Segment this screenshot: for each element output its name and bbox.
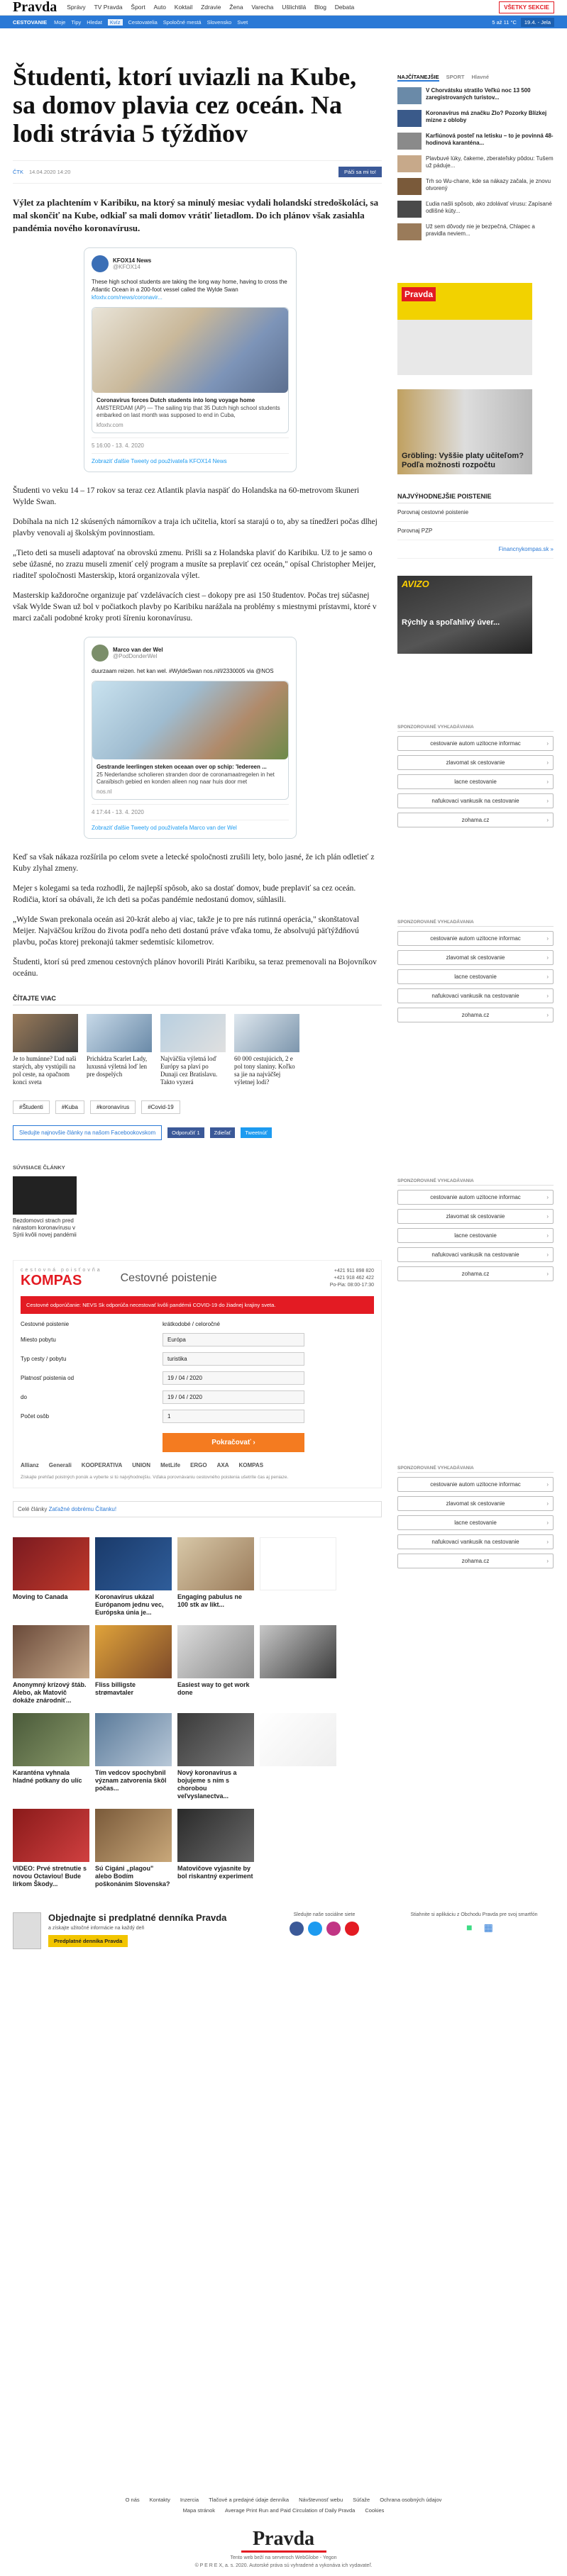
embedded-tweet[interactable] bbox=[84, 247, 297, 472]
promo-card[interactable] bbox=[95, 1713, 172, 1800]
sponsored-label: SPONZOROVANÉ VYHĽADÁVANIA bbox=[397, 1466, 554, 1473]
card-desc: AMSTERDAM (AP) — The sailing trip that 35 Dutch high school students embarked on last month was supposed to end in Cuba, bbox=[97, 405, 280, 418]
promo-card[interactable] bbox=[13, 1625, 89, 1705]
subnav-item[interactable]: Tipy bbox=[71, 18, 82, 26]
news-title[interactable]: Už sem dôvody nie je bezpečná, Chlapec a pravidla neviem... bbox=[426, 223, 535, 237]
nav-item[interactable]: Blog bbox=[314, 4, 326, 11]
persons-select[interactable]: 1 bbox=[163, 1410, 304, 1423]
date-text: 19.4. - Jela bbox=[521, 18, 554, 27]
sidebar-news[interactable] bbox=[397, 110, 554, 127]
phone-1[interactable]: +421 911 898 820 bbox=[334, 1269, 374, 1273]
sponsored-link[interactable]: zlavomat sk cestovanie › bbox=[397, 1496, 554, 1511]
thumbnail bbox=[397, 223, 422, 240]
paragraph: Mejer s kolegami sa teda rozhodli, že najlepší spôsob, ako sa dostať domov, bude preplaviť sa cez oceán. Rodičia, ktorí sa obávali, že ich deti sa počas pandémie nedostanú domov, súhlasili. bbox=[13, 884, 356, 904]
field-label: Miesto pobytu bbox=[21, 1337, 56, 1343]
twitter-icon[interactable] bbox=[308, 1922, 322, 1936]
sponsored-link[interactable]: cestovanie autom uzitocne informac › bbox=[397, 931, 554, 946]
form-row bbox=[21, 1333, 374, 1346]
insurance-form bbox=[21, 1321, 374, 1452]
sponsored-label: SPONZOROVANÉ VYHĽADÁVANIA bbox=[397, 725, 554, 732]
thumbnail bbox=[13, 1176, 77, 1215]
tweet-more-link[interactable]: Zobraziť ďalšie Tweety od používateľa Marco van der Wel bbox=[92, 820, 289, 831]
kompas-insurance-widget bbox=[13, 1260, 382, 1488]
pravda-promo-banner[interactable] bbox=[397, 283, 532, 375]
sponsored-link[interactable]: zlavomat sk cestovanie › bbox=[397, 1209, 554, 1224]
promo-card[interactable] bbox=[177, 1537, 254, 1617]
top-right bbox=[499, 1, 554, 13]
footer-copy: Tento web beží na serveroch WebGlobe - Yegon bbox=[230, 2555, 337, 2560]
read-also-text[interactable]: Najväčšia výletná loď Európy sa plaví po Dunaji cez Bratislavu. Takto vyzerá bbox=[160, 1055, 218, 1086]
promo-card[interactable] bbox=[13, 1713, 89, 1800]
instagram-icon[interactable] bbox=[326, 1922, 341, 1936]
article-perex: Výlet za plachtením v Karibiku, na ktorý sa minulý mesiac vydali holandskí stredoškoláci, sa mal skončiť na Kube, odkiaľ sa mali domov vrátiť lietadlom. Do ich plánov však zasiahla pandémia nového koronavírusu. bbox=[13, 197, 379, 233]
subscribe-box bbox=[13, 1912, 538, 1949]
paragraph: Dobíhala na nich 12 skúsených námorníkov a traja ich učitelia, ktorí sa starajú o to, aby sa tínedžeri počas dlhej plavby venovali aj školským povinnostiam. bbox=[13, 518, 378, 537]
tweet-foot: 5 16:00 - 13. 4. 2020 bbox=[92, 437, 289, 449]
windows-icon[interactable]: ▦ bbox=[483, 1922, 493, 1933]
sponsored-link[interactable]: lacne cestovanie › bbox=[397, 1228, 554, 1243]
footer-link[interactable]: Inzercia bbox=[180, 2497, 199, 2503]
footer-link[interactable]: Kontakty bbox=[149, 2497, 170, 2503]
nav-item[interactable]: Žena bbox=[229, 4, 243, 11]
form-row bbox=[21, 1321, 374, 1327]
paragraph: Keď sa však nákaza rozšírila po celom svete a letecké spoločnosti zrušili lety, bolo jasné, že ich plán odletieť z Kuby zlyhal zmeny. bbox=[13, 853, 375, 873]
read-also-card[interactable] bbox=[13, 1014, 78, 1086]
subscribe-sub: a získajte užitočné informácie na každý deň bbox=[48, 1926, 145, 1931]
tweet-card[interactable] bbox=[92, 681, 289, 800]
form-row bbox=[21, 1352, 374, 1366]
sailing-photo bbox=[92, 308, 288, 393]
subnav-item[interactable]: Slovensko bbox=[207, 18, 232, 26]
avizo-caption: Rýchly a spoľahlivý úver... bbox=[402, 618, 500, 627]
promo-title[interactable]: Nový koronavírus a bojujeme s ním s chorobou veľvyslanectva... bbox=[177, 1769, 237, 1800]
promo-title[interactable]: Matovičove vyjasnite by bol riskantný experiment bbox=[177, 1865, 253, 1880]
tweet-text: duurzaam reizen. het kan wel. #WyldeSwan nos.nl/l/2330005 via @NOS bbox=[92, 668, 274, 674]
insurance-type-radio[interactable]: krátkodobé / celoročné bbox=[163, 1321, 220, 1327]
thumbnail bbox=[13, 1625, 89, 1678]
sidebar-news[interactable] bbox=[397, 201, 554, 218]
sidebar-news[interactable] bbox=[397, 155, 554, 172]
date-to-input[interactable]: 19 / 04 / 2020 bbox=[163, 1390, 304, 1404]
promo-card[interactable] bbox=[260, 1625, 336, 1705]
related-text[interactable]: Bezdomovci strach pred nárastom koronavírusu v Sýrii kvôli novej pandémii bbox=[13, 1217, 77, 1238]
news-title[interactable]: Trh so Wu-chane, kde sa nákazy začala, je znovu otvorený bbox=[426, 178, 551, 191]
youtube-icon[interactable] bbox=[345, 1922, 359, 1936]
sponsored-search bbox=[397, 1466, 554, 1568]
newspaper-thumbnail bbox=[13, 1912, 41, 1949]
sponsored-link[interactable]: zlavomat sk cestovanie › bbox=[397, 755, 554, 770]
main-nav bbox=[67, 4, 360, 11]
sponsored-link[interactable]: lacne cestovanie › bbox=[397, 774, 554, 789]
insurer-logos bbox=[21, 1462, 374, 1468]
share-row bbox=[13, 1125, 382, 1140]
thumbnail bbox=[234, 1014, 299, 1052]
tweet-text bbox=[92, 278, 289, 301]
read-also-card[interactable] bbox=[234, 1014, 299, 1086]
promo-card[interactable] bbox=[95, 1537, 172, 1617]
kompas-tagline: cestovná poisťovňa bbox=[21, 1268, 102, 1273]
field-label: Platnosť poistenia od bbox=[21, 1375, 75, 1381]
read-also-card[interactable] bbox=[87, 1014, 152, 1086]
site-logo[interactable]: Pravda bbox=[13, 0, 57, 15]
phone-2[interactable]: +421 918 462 422 bbox=[334, 1276, 374, 1281]
footer-logo[interactable]: Pravda bbox=[252, 2528, 315, 2550]
kompas-title: Cestovné poistenie bbox=[120, 1272, 217, 1284]
tweet-foot: 4 17:44 - 13. 4. 2020 bbox=[92, 804, 289, 815]
subnav-item[interactable]: Svet bbox=[237, 18, 248, 26]
thumbnail bbox=[87, 1014, 152, 1052]
kompas-logo bbox=[21, 1268, 217, 1289]
more-link[interactable]: Zaťažné dobrému Čítanku! bbox=[48, 1506, 117, 1512]
footer-link[interactable]: Average Print Run and Paid Circulation of Daily Pravda bbox=[225, 2507, 356, 2514]
promo-title[interactable]: Moving to Canada bbox=[13, 1593, 68, 1600]
tag[interactable]: #Kuba bbox=[55, 1100, 84, 1114]
thumbnail bbox=[95, 1537, 172, 1590]
sponsored-label: SPONZOROVANÉ VYHĽADÁVANIA bbox=[397, 920, 554, 927]
thumbnail bbox=[397, 110, 422, 127]
paragraph: „Tieto deti sa museli adaptovať na obrovskú zmenu. Prišli sa z Holandska plaviť do Karibiku. Už to je samo o sebe úžasné, no zrazu museli zmeniť celý program a musíte sa preplaviť cez oceán," opísal Christopher Meijer, riaditeľ spoločnosti Masterskip, ktorá organizovala výlet. bbox=[13, 549, 376, 580]
sidebar-tabs bbox=[397, 74, 554, 82]
footer-link[interactable]: Súťaže bbox=[353, 2497, 370, 2503]
fb-like-button[interactable]: Páči sa mi to! bbox=[338, 167, 382, 177]
avatar bbox=[92, 645, 109, 662]
all-sections-button[interactable]: VŠETKY SEKCIE bbox=[499, 1, 554, 13]
tweet-body: These high school students are taking the long way home, having to cross the Atlantic Ocean in a 200-foot vessel called the Wylde Swan bbox=[92, 279, 287, 293]
hours: Po-Pia: 08:00-17:30 bbox=[329, 1283, 374, 1288]
promo-card[interactable] bbox=[13, 1537, 89, 1617]
footer-copy2: © P E R E X, a. s. 2020. Autorské práva sú vyhradené a vykonáva ich vydavateľ. bbox=[194, 2563, 373, 2568]
read-also-card[interactable] bbox=[160, 1014, 226, 1086]
subnav-item[interactable]: Hledat bbox=[87, 18, 102, 26]
thumbnail bbox=[397, 87, 422, 104]
insurance-links bbox=[397, 503, 554, 559]
footer-link[interactable]: O nás bbox=[125, 2497, 140, 2503]
financnykompas-link[interactable]: Financnykompas.sk » bbox=[397, 540, 554, 559]
sponsored-search bbox=[397, 1178, 554, 1281]
tweet-author[interactable]: KFOX14 News bbox=[113, 257, 152, 264]
embedded-tweet[interactable] bbox=[84, 637, 297, 839]
paragraph: „Wylde Swan prekonala oceán asi 20-krát alebo aj viac, takže je to pre nás rutinná operácia," skonštatoval Meijer. Najväčšou krížou do života podľa neho deti dostanú práve vďaka tomu, že absolvujú päťtýždňovú plavbu, počas ktorej prekonajú takmer sedemtisíc kilometrov. bbox=[13, 915, 360, 947]
nav-item[interactable]: Správy bbox=[67, 4, 86, 11]
promo-card[interactable] bbox=[13, 1809, 89, 1888]
news-title[interactable]: Ľudia našli spôsob, ako zdolávať virusu: Zapísané odlišné kúty... bbox=[426, 201, 552, 214]
tweet-card[interactable] bbox=[92, 307, 289, 433]
sponsored-link[interactable]: nafukovaci vankusik na cestovanie › bbox=[397, 1534, 554, 1549]
card-title: Coronavirus forces Dutch students into long voyage home bbox=[97, 397, 255, 403]
destination-select[interactable]: Európa bbox=[163, 1333, 304, 1346]
promo-card[interactable] bbox=[177, 1713, 254, 1800]
tag[interactable]: #Študenti bbox=[13, 1100, 50, 1114]
avatar bbox=[92, 255, 109, 272]
thumbnail bbox=[397, 201, 422, 218]
news-title[interactable]: Karfiúnová posteľ na letisku – to je povinná 48-hodinová karanténa... bbox=[426, 133, 554, 146]
social-links bbox=[290, 1912, 359, 1936]
thumbnail bbox=[397, 133, 422, 150]
sidebar-news[interactable] bbox=[397, 133, 554, 150]
promo-card[interactable] bbox=[177, 1625, 254, 1705]
compare-pzp-link[interactable]: Porovnaj PZP bbox=[397, 522, 554, 540]
thumbnail bbox=[160, 1014, 226, 1052]
thumbnail bbox=[397, 155, 422, 172]
promo-title[interactable]: Sú Cigáni „plagou" alebo Bodím poškonáním Slovenska? bbox=[95, 1865, 170, 1888]
kompas-brand: KOMPAS bbox=[21, 1273, 82, 1288]
tab-main[interactable]: Hlavné bbox=[471, 74, 490, 80]
sponsored-link[interactable]: zlavomat sk cestovanie › bbox=[397, 950, 554, 965]
apps-label: Stiahnite si aplikáciu z Obchodu Pravda pre svoj smartfón bbox=[410, 1912, 538, 1917]
thumbnail bbox=[260, 1713, 336, 1766]
tweet-header bbox=[92, 645, 289, 662]
paragraph: Študenti vo veku 14 – 17 rokov sa teraz cez Atlantik plavia naspäť do Holandska na 60-metrovom škuneri Wylde Swan. bbox=[13, 486, 360, 506]
footer-link[interactable]: Cookies bbox=[365, 2507, 385, 2514]
sidebar-news[interactable] bbox=[397, 223, 554, 240]
footer-link[interactable]: Návštevnosť webu bbox=[299, 2497, 343, 2503]
card-desc: 25 Nederlandse scholieren stranden door de coronamaatregelen in het Caraïbisch gebied en konden alleen nog naar huis door met bbox=[97, 771, 275, 785]
paragraph: Študenti, ktorí sú pred zmenou cestovných plánov hovorili Piráti Karibiku, sa teraz premenovali na Bojovníkov oceánu. bbox=[13, 958, 377, 978]
news-banner[interactable] bbox=[397, 389, 532, 474]
subnav-item-highlight[interactable]: Kvíz bbox=[108, 19, 123, 26]
more-articles-box bbox=[13, 1501, 382, 1517]
thumbnail bbox=[13, 1713, 89, 1766]
subscribe-button[interactable]: Predplatné denníka Pravda bbox=[48, 1935, 128, 1947]
subnav-item[interactable]: Cestovatelia bbox=[128, 18, 158, 26]
read-also-text[interactable]: Prichádza Scarlet Lady, luxusná výletná loď len pre dospelých bbox=[87, 1055, 148, 1078]
insurer-logo: Allianz bbox=[21, 1462, 39, 1468]
kompas-contacts bbox=[330, 1268, 374, 1289]
promo-card[interactable] bbox=[95, 1809, 172, 1888]
tweet-link[interactable]: kfoxtv.com/news/coronavir... bbox=[92, 294, 163, 301]
footer bbox=[0, 2528, 567, 2568]
sponsored-link[interactable]: nafukovaci vankusik na cestovanie › bbox=[397, 988, 554, 1003]
nav-item[interactable]: Zdravie bbox=[201, 4, 221, 11]
top-bar bbox=[0, 0, 567, 16]
tweet-handle[interactable]: @KFOX14 bbox=[113, 264, 141, 270]
promo-grid bbox=[13, 1537, 382, 1888]
article-title: Študenti, ktorí uviazli na Kube, sa domov plavia cez oceán. Na lodi strávia 5 týždňov bbox=[13, 62, 357, 147]
banner-caption[interactable]: Gröbling: Vyššie platy učiteľom? Podľa možnosti rozpočtu bbox=[402, 452, 524, 469]
promo-title[interactable]: Engaging pabulus ne 100 stk av likt... bbox=[177, 1593, 243, 1608]
students-photo bbox=[92, 681, 288, 759]
promo-title[interactable]: Anonymný krízový štáb. Alebo, ak Matovič dokáže znárodniť... bbox=[13, 1681, 87, 1704]
insurer-logo: UNION bbox=[132, 1462, 151, 1468]
social-label: Sledujte naše sociálne siete bbox=[293, 1912, 356, 1917]
sponsored-link[interactable]: zohama.cz › bbox=[397, 813, 554, 827]
thumbnail bbox=[13, 1014, 78, 1052]
insurer-logo: KOOPERATIVA bbox=[81, 1462, 123, 1468]
avizo-logo: AVIZO bbox=[402, 579, 429, 589]
read-also-text[interactable]: 60 000 cestujúcich, 2 e pol tony slaniny. Koľko sa jie na najväčšej výletnej lodi? bbox=[234, 1055, 295, 1086]
form-row bbox=[21, 1371, 374, 1385]
tab-sport[interactable]: SPORT bbox=[446, 74, 465, 80]
tweet-author[interactable]: Marco van der Wel bbox=[113, 647, 163, 653]
sponsored-search bbox=[397, 725, 554, 827]
nav-item[interactable]: TV Pravda bbox=[94, 4, 123, 11]
tweet-header bbox=[92, 255, 289, 272]
sponsored-link[interactable]: nafukovaci vankusik na cestovanie › bbox=[397, 793, 554, 808]
tweet-more-link[interactable]: Zobraziť ďalšie Tweety od používateľa KFOX14 News bbox=[92, 453, 289, 464]
android-icon[interactable]: ■ bbox=[466, 1922, 473, 1933]
promo-title[interactable]: Karanténa vyhnala hladné potkany do ulíc bbox=[13, 1769, 82, 1784]
news-title[interactable]: V Chorvátsku stratilo Veľkú noc 13 500 zaregistrovaných turistov... bbox=[426, 87, 531, 101]
sponsored-label: SPONZOROVANÉ VYHĽADÁVANIA bbox=[397, 1178, 554, 1186]
subscribe-title: Objednajte si predplatné denníka Pravda bbox=[48, 1912, 227, 1923]
section-title[interactable]: CESTOVANIE bbox=[13, 18, 48, 26]
related-articles bbox=[13, 1164, 382, 1239]
form-row bbox=[21, 1390, 374, 1404]
sponsored-link[interactable]: zohama.cz › bbox=[397, 1008, 554, 1022]
weather-text: 5 až 11 °C bbox=[492, 18, 517, 26]
sponsored-link[interactable]: lacne cestovanie › bbox=[397, 969, 554, 984]
tag-list bbox=[13, 1100, 382, 1114]
app-links bbox=[410, 1912, 538, 1934]
insurer-logo: AXA bbox=[216, 1462, 229, 1468]
nav-item[interactable]: Varecha bbox=[251, 4, 274, 11]
sponsored-link[interactable]: zohama.cz › bbox=[397, 1266, 554, 1281]
thumbnail bbox=[13, 1809, 89, 1862]
travel-alert: Cestovné odporúčanie: NEVS Sk odporúča necestovať kvôli pandémii COVID-19 do žiadnej krajiny sveta. bbox=[21, 1296, 374, 1314]
footer-links bbox=[0, 2492, 567, 2514]
card-domain: kfoxtv.com bbox=[97, 422, 123, 428]
card-domain: nos.nl bbox=[97, 788, 112, 795]
thumbnail bbox=[95, 1625, 172, 1678]
promo-title[interactable]: VIDEO: Prvé stretnutie s novou Octaviou! Bude lirkom Škody... bbox=[13, 1865, 87, 1888]
footer-link[interactable]: Tlačové a predajné údaje denníka bbox=[209, 2497, 290, 2503]
fb-recommend-button[interactable]: Odporučiť 1 bbox=[167, 1127, 204, 1138]
footer-link[interactable]: Ochrana osobných údajov bbox=[380, 2497, 442, 2503]
related-card[interactable] bbox=[13, 1176, 77, 1239]
more-prefix: Celé články bbox=[18, 1506, 48, 1512]
nav-item[interactable]: Koktail bbox=[174, 4, 193, 11]
tweet-handle[interactable]: @PodDonderWel bbox=[113, 653, 158, 659]
thumbnail bbox=[177, 1809, 254, 1862]
field-label: do bbox=[21, 1394, 27, 1400]
subnav-item[interactable]: Spoločné mestá bbox=[163, 18, 202, 26]
insurer-logo: ERGO bbox=[190, 1462, 207, 1468]
footer-link[interactable]: Mapa stránok bbox=[182, 2507, 216, 2514]
footer-rule bbox=[241, 2550, 326, 2553]
thumbnail bbox=[95, 1713, 172, 1766]
insurance-box-title: NAJVÝHODNEJŠIE POISTENIE bbox=[397, 493, 554, 503]
sidebar-news[interactable] bbox=[397, 178, 554, 195]
thumbnail bbox=[260, 1625, 336, 1678]
trip-type-select[interactable]: turistika bbox=[163, 1352, 304, 1366]
promo-card[interactable] bbox=[260, 1713, 336, 1800]
tweet-button[interactable]: Tweetnúť bbox=[241, 1127, 271, 1138]
promo-card[interactable] bbox=[95, 1625, 172, 1705]
related-label: SÚVISIACE ČLÁNKY bbox=[13, 1164, 65, 1171]
sponsored-link[interactable]: cestovanie autom uzitocne informac › bbox=[397, 736, 554, 751]
promo-title[interactable]: Tím vedcov spochybnil význam zatvorenia škôl počas... bbox=[95, 1769, 167, 1792]
article-source: ČTK bbox=[13, 169, 23, 175]
sponsored-link[interactable]: nafukovaci vankusik na cestovanie › bbox=[397, 1247, 554, 1262]
section-bar bbox=[0, 16, 567, 28]
weather-date bbox=[492, 18, 554, 27]
form-row bbox=[21, 1410, 374, 1423]
compare-travel-link[interactable]: Porovnaj cestovné poistenie bbox=[397, 503, 554, 522]
sponsored-link[interactable]: zohama.cz › bbox=[397, 1554, 554, 1568]
promo-title[interactable]: Easiest way to get work done bbox=[177, 1681, 250, 1696]
facebook-follow-link[interactable]: Sledujte najnovšie články na našom Facebookovskom bbox=[13, 1125, 162, 1140]
tag[interactable]: #koronavírus bbox=[90, 1100, 136, 1114]
thumbnail bbox=[177, 1625, 254, 1678]
tab-most-read[interactable]: NAJČÍTANEJŠIE bbox=[397, 74, 439, 80]
fine-print: Získajte prehľad poistných ponúk a vyberte si tú najvýhodnejšiu. Vďaka porovnávaniu cestovného poistenia ušetríte čas aj peniaze. bbox=[21, 1475, 289, 1480]
continue-button[interactable]: Pokračovať › bbox=[163, 1433, 304, 1452]
field-label: Cestovné poistenie bbox=[21, 1321, 70, 1327]
subnav-item[interactable]: Moje bbox=[54, 18, 66, 26]
nav-item[interactable]: Debata bbox=[334, 4, 355, 11]
thumbnail bbox=[397, 178, 422, 195]
sponsored-link[interactable]: cestovanie autom uzitocne informac › bbox=[397, 1477, 554, 1492]
promo-title[interactable]: Fliss billigste strømavtaler bbox=[95, 1681, 136, 1696]
nav-item[interactable]: Šport bbox=[131, 4, 145, 11]
nav-item[interactable]: Auto bbox=[153, 4, 167, 11]
insurer-logo: Generali bbox=[48, 1462, 72, 1468]
sidebar bbox=[397, 34, 554, 1568]
sponsored-link[interactable]: lacne cestovanie › bbox=[397, 1515, 554, 1530]
thumbnail bbox=[260, 1537, 336, 1590]
sidebar-news[interactable] bbox=[397, 87, 554, 104]
read-also-list bbox=[13, 1014, 382, 1086]
thumbnail bbox=[177, 1537, 254, 1590]
field-label: Počet osôb bbox=[21, 1413, 50, 1420]
tag[interactable]: #Covid-19 bbox=[141, 1100, 180, 1114]
news-title[interactable]: Plavbuvé lúky, čakeme, zberateľsky pôdou: Tušem už páduje... bbox=[426, 155, 554, 169]
insurer-logo: MetLife bbox=[160, 1462, 181, 1468]
read-also-title: ČÍTAJTE VIAC bbox=[13, 995, 382, 1005]
thumbnail bbox=[13, 1537, 89, 1590]
read-also-text[interactable]: Je to humánne? Ľud naši starých, aby vystúpili na pol ceste, na opačnom konci sveta bbox=[13, 1055, 77, 1086]
kompas-header bbox=[21, 1268, 374, 1289]
pravda-logo: Pravda bbox=[402, 287, 436, 301]
thumbnail bbox=[177, 1713, 254, 1766]
thumbnail bbox=[95, 1809, 172, 1862]
sponsored-search bbox=[397, 920, 554, 1022]
date-from-input[interactable]: 19 / 04 / 2020 bbox=[163, 1371, 304, 1385]
facebook-icon[interactable] bbox=[290, 1922, 304, 1936]
promo-title[interactable]: Koronavírus ukázal Európanom jednu vec, Európska únia je... bbox=[95, 1593, 164, 1616]
promo-card[interactable] bbox=[177, 1809, 254, 1888]
sponsored-link[interactable]: cestovanie autom uzitocne informac › bbox=[397, 1190, 554, 1205]
news-title[interactable]: Koronavírus má značku Zlo? Pozorky Blízkej mizne z obloby bbox=[426, 110, 547, 123]
fb-share-button[interactable]: Zdieľať bbox=[210, 1127, 236, 1138]
field-label: Typ cesty / pobytu bbox=[21, 1356, 67, 1362]
paragraph: Masterskip každoročne organizuje pať vzdelávacích ciest – dokopy pre asi 150 študentov. Počas trej súčasnej však Wylde Swan už bol v počiatkoch plavby po Karibiku narážala na problémy s miestnymi prístavmi, ktoré v marci začali podobné kroky proti šíreniu koronavírusu. bbox=[13, 591, 377, 623]
promo-card[interactable] bbox=[260, 1537, 336, 1617]
avizo-banner[interactable] bbox=[397, 576, 532, 654]
article-meta bbox=[13, 160, 382, 184]
insurer-logo: KOMPAS bbox=[238, 1462, 264, 1468]
card-title: Gestrande leerlingen steken oceaan over op schip: 'Iedereen ... bbox=[97, 764, 267, 770]
nav-item[interactable]: Ušlichtilá bbox=[282, 4, 307, 11]
article-datetime: 14.04.2020 14:20 bbox=[29, 169, 71, 175]
